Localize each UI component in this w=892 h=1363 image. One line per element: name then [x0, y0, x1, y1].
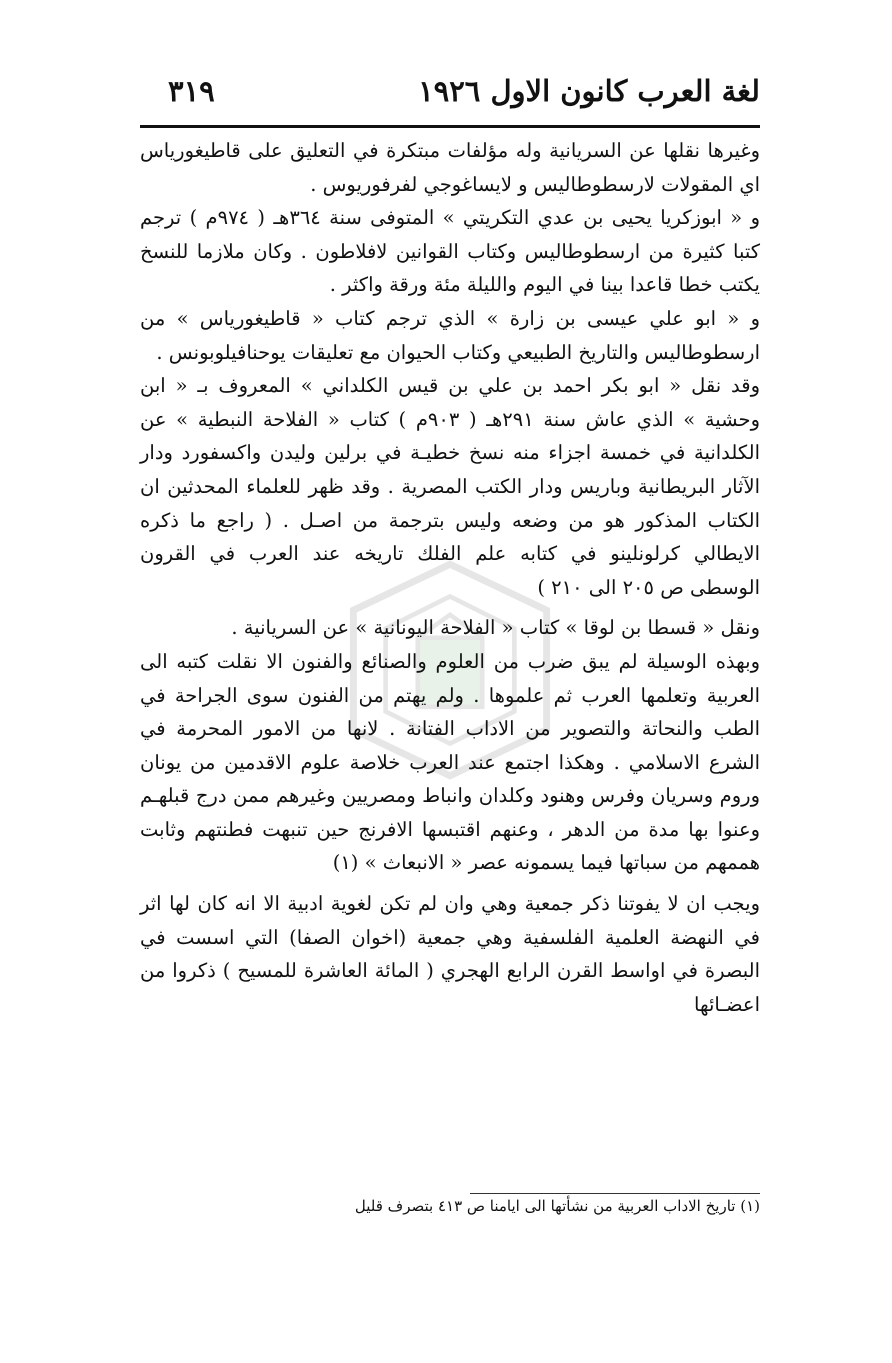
paragraph: وقد نقل « ابو بكر احمد بن علي بن قيس الكلداني » المعروف بـ « ابن وحشية » الذي عاش سنة ٢٩١هـ ( ٩٠٣م ) كتاب « الفلاحة النبطية » عن الكلدانية في خمسة اجزاء منه نسخ خطيـة في برلين وليدن واكسفورد ودار الآثار البريطانية وباريس ودار الكتب المصرية . وقد ظهر للعلماء المحدثين ان الكتاب المذكور هو من وضعه وليس بترجمة من اصـل . ( راجع ما ذكره الايطالي كرلونلينو في كتابه علم الفلك تاريخه عند العرب في القرون الوسطى ص ٢٠٥ الى ٢١٠ ) — [140, 374, 760, 599]
footnote: (١) تاريخ الاداب العربية من نشأتها الى ايامنا ص ٤١٣ بتصرف قليل — [354, 1197, 760, 1215]
header-divider — [140, 125, 760, 128]
paragraph: و « ابوزكريا يحيى بن عدي التكريتي » المتوفى سنة ٣٦٤هـ ( ٩٧٤م ) ترجم كتبا كثيرة من ارسطوطاليس وكتاب القوانين لافلاطون . وكان ملازما للنسخ يكتب خطا قاعدا بينا في اليوم والليلة مئة ورقة واكثر . — [140, 206, 761, 297]
paragraph: ويجب ان لا يفوتنا ذكر جمعية وهي وان لم تكن لغوية ادبية الا انه كان لها اثر في النهضة العلمية الفلسفية وهي جمعية (اخوان الصفا) التي اسست في البصرة في اواسط القرن الرابع الهجري ( المائة العاشرة للمسيح ) ذكروا من اعضـائها — [140, 892, 760, 1016]
paragraph: وبهذه الوسيلة لم يبق ضرب من العلوم والصنائع والفنون الا نقلت كتبه الى العربية وتعلمها العرب ثم علموها . ولم يهتم من الفنون سوى الجراحة في الطب والنحاتة والتصوير من الاداب الفتانة . لانها من الامور المحرمة في الشرع الاسلامي . وهكذا اجتمع عند العرب خلاصة علوم الاقدمين من يونان وروم وسريان وفرس وهنود وكلدان وانباط ومصريين وغيرهم ممن درج قبلهـم وعنوا بها مدة من الدهر ، وعنهم اقتبسها الافرنج حين تنبهت فطنتهم وثابت هممهم من سباتها فيما يسمونه عصر « الانبعاث » (١) — [140, 649, 760, 875]
paragraph: ونقل « قسطا بن لوقا » كتاب « الفلاحة اليونانية » عن السريانية . — [231, 616, 760, 640]
paragraph: و « ابو علي عيسى بن زارة » الذي ترجم كتاب « قاطيغورياس » من ارسطوطاليس والتاريخ الطبيعي وكتاب الحيوان مع تعليقات يوحنافيلوبونس . — [140, 306, 760, 364]
running-title: لغة العرب كانون الاول ١٩٢٦ — [418, 74, 760, 108]
page-number: ٣١٩ — [168, 74, 215, 108]
footnote-divider — [470, 1193, 760, 1194]
main-text — [140, 134, 760, 1021]
page-header — [140, 72, 760, 122]
paragraph: وغيرها نقلها عن السريانية وله مؤلفات مبتكرة في التعليق على قاطيغورياس اي المقولات لارسطوطاليس و لايساغوجي لفرفوريوس . — [140, 139, 760, 196]
